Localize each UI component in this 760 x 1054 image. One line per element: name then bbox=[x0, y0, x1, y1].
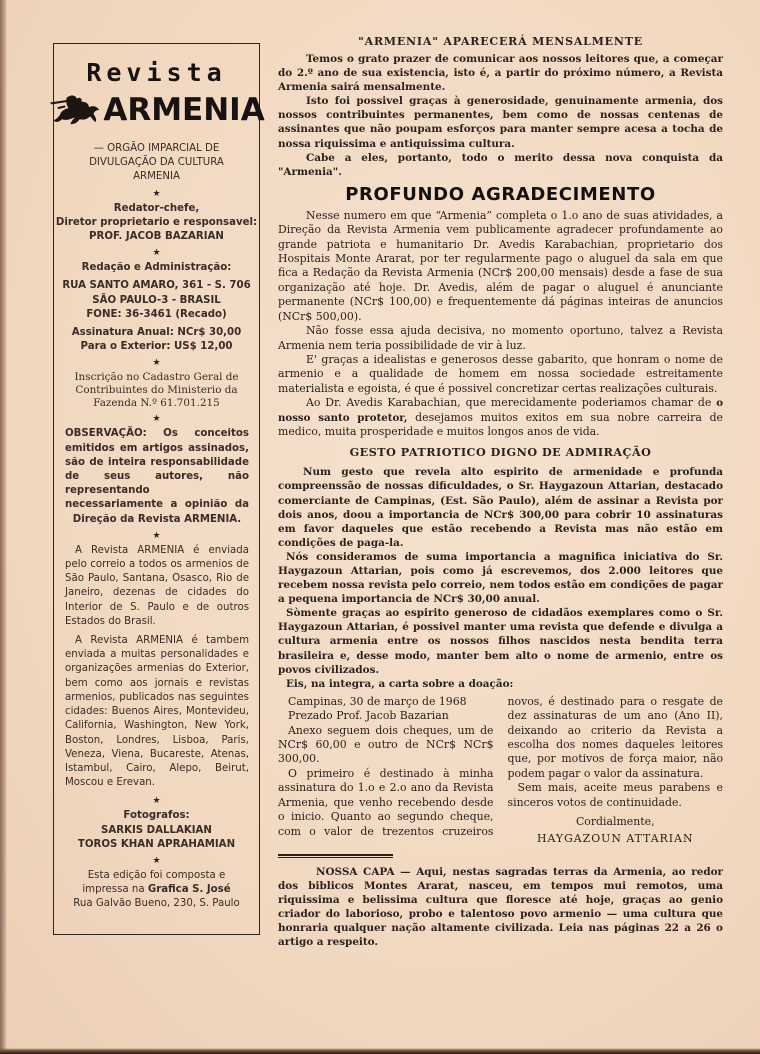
horseman-rider-icon bbox=[48, 94, 102, 126]
announcement-paragraph: Isto foi possivel graças à generosidade, genuinamente armenia, dos nossos contribuintes permanentes, bem como de nossas centenas de assinantes que não poupam esforços para manter sempre acesa a tocha de nossa riquissima e antiquissima cultura. bbox=[278, 95, 723, 150]
subscription-price: Assinatura Anual: NCr$ 30,00 bbox=[71, 327, 242, 339]
distribution-info bbox=[54, 544, 259, 790]
star-icon: ★ bbox=[152, 248, 161, 259]
subscription-price-abroad: Para o Exterior: US$ 12,00 bbox=[80, 341, 233, 353]
thanks-paragraph: Não fosse essa ajuda decisiva, no momento oportuno, talvez a Revista Armenia nem teria possibilidade de vir à luz. bbox=[278, 324, 723, 352]
divider-rule bbox=[278, 854, 393, 858]
printer-text: Esta edição foi composta e impressa na bbox=[82, 869, 226, 896]
printer-info bbox=[54, 869, 259, 912]
editor-info bbox=[54, 202, 259, 245]
letter-signature: HAYGAZOUN ATTARIAN bbox=[536, 831, 694, 845]
announcement-paragraph: Cabe a eles, portanto, todo o merito dessa nova conquista da "Armenia". bbox=[278, 151, 723, 178]
letter-signoff bbox=[508, 815, 724, 846]
letter-salutation: Prezado Prof. Jacob Bazarian bbox=[288, 709, 449, 723]
star-icon: ★ bbox=[152, 796, 161, 807]
announcement-paragraph: Temos o grato prazer de comunicar aos nossos leitores que, a começar do 2.º ano de sua existencia, isto é, a partir do próximo número, a Revista Armenia sairá mensalmente. bbox=[278, 53, 723, 94]
star-icon: ★ bbox=[152, 855, 161, 866]
admin-info bbox=[54, 261, 259, 354]
observation-text: OBSERVAÇÃO: Os conceitos emitidos em artigos assinados, são de inteira responsabilidade de seus autores, não representando necessariamente a opinião da Direção da Revista ARMENIA. bbox=[65, 428, 249, 525]
editor-role: Redator-chefe, bbox=[113, 202, 200, 214]
page-binding-edge bbox=[0, 0, 7, 1054]
article-column bbox=[278, 34, 723, 949]
star-icon: ★ bbox=[152, 188, 161, 199]
heading-thanks: PROFUNDO AGRADECIMENTO bbox=[345, 183, 656, 205]
photographer-name: SARKIS DALLAKIAN bbox=[101, 824, 212, 836]
address-line: SÃO PAULO-3 - BRASIL bbox=[92, 294, 221, 306]
heading-monthly: "ARMENIA" APARECERÁ MENSALMENTE bbox=[358, 35, 643, 48]
cover-note-text: NOSSA CAPA — Aqui, nestas sagradas terras da Armenia, ao redor dos biblicos Montes Ararat, nasceu, em tempos mui remotos, uma riquissima e belissima cultura que floresce até hoje, graças ao genio criador do laborioso, probo e talentoso povo armenio — uma cultura que honraria qualquer nação altamente civilizada. Leia nas páginas 22 a 26 o artigo a respeito. bbox=[278, 865, 723, 949]
tagline-line: DIVULGAÇÃO DA CULTURA bbox=[89, 157, 224, 169]
thanks-emphasis: o nosso santo protetor, bbox=[278, 397, 723, 424]
letter-body: Anexo seguem dois cheques, um de NCr$ 60,00 e outro de NCr$ NCr$ 300,00. bbox=[278, 723, 494, 766]
magazine-title-top: Revista bbox=[86, 58, 227, 87]
letter-body: O primeiro é destinado à minha assinatura do 1.o e 2.o ano da Revista Armenia, que venho recebendo desde o inicio. Quanto ao segundo cheque, com o valor de trezentos cruzeiros novos, é destinado para o resgate de dez assinaturas de um ano (Ano II), deixando ao criterio da Revista a escolha dos nomes daqueles leitores que, por motivos de força maior, não podem pagar o valor da assinatura. bbox=[278, 694, 723, 838]
registry-line: Contribuintes do Ministerio da bbox=[75, 384, 238, 397]
tagline-line: ARMENIA bbox=[133, 171, 180, 183]
thanks-paragraph: Nesse numero em que “Armenia” completa o 1.o ano de suas atividades, a Direção da Revista Armenia vem publicamente agradecer profundamente ao grande patriota e humanitario Dr. Avedis Karabachian, proprietario dos Hospitais Monte Ararat, por ter regularmente pago o aluguel da sala em que fica a Redação da Revista Armenia (NCr$ 200,00 mensais) desde a fase de sua organização até hoje. Dr. Avedis, além de pagar o aluguel é anunciante permanente (NCr$ 100,00) e frequentemente dá páginas inteiras de anuncios (NCr$ 500,00). bbox=[278, 208, 723, 323]
star-icon: ★ bbox=[152, 414, 161, 425]
registry-line: Fazenda N.º 61.701.215 bbox=[93, 397, 220, 410]
gesture-paragraph: Sòmente graças ao espirito generoso de cidadãos exemplares como o Sr. Haygazoun Attarian, é possivel manter uma revista que defende e divulga a cultura armenia entre os nossos filhos nascidos nesta bendita terra brasileira e, desse modo, manter bem alto o nome de armenio, entre os povos civilizados. bbox=[278, 607, 723, 676]
letter-closing: Cordialmente, bbox=[575, 815, 655, 829]
printer-address: Rua Galvão Bueno, 230, S. Paulo bbox=[73, 898, 240, 910]
distribution-paragraph: A Revista ARMENIA é enviada pelo correio a todos os armenios de São Paulo, Santana, Osasco, Rio de Janeiro, dezenas de cidades do Interior de S. Paulo e de outros Estados do Brasil. bbox=[65, 544, 249, 627]
thanks-section bbox=[278, 209, 723, 440]
donation-letter bbox=[278, 695, 723, 846]
monthly-announcement bbox=[278, 52, 723, 179]
tagline-line: — ORGÃO IMPARCIAL DE bbox=[93, 143, 220, 154]
masthead-box bbox=[53, 43, 265, 935]
thanks-paragraph bbox=[278, 396, 723, 439]
star-icon: ★ bbox=[152, 530, 161, 541]
gesture-section bbox=[278, 465, 723, 691]
photographers bbox=[54, 809, 259, 852]
thanks-text: desejamos muitos exitos em sua nobre carreira de medico, muita prosperidade e muitos longos anos de vida. bbox=[278, 410, 723, 438]
letter-body: Sem mais, aceite meus parabens e sinceros votos de continuidade. bbox=[507, 781, 723, 809]
magazine-title-main: ARMENIA bbox=[103, 92, 265, 128]
registry-line: Inscrição no Cadastro Geral de bbox=[74, 371, 239, 384]
gesture-paragraph: Eis, na integra, a carta sobre a doação: bbox=[286, 677, 514, 690]
gesture-paragraph: Num gesto que revela alto espirito de armenidade e profunda compreenssão de nossas dificuldades, o Sr. Haygazoun Attarian, destacado comerciante de Campinas, (Est. São Paulo), além de assinar a Revista por dois anos, doou a importancia de NCr$ 300,00 para cobrir 10 assinaturas em favor daqueles que estão recebendo a Revista mas não estão em condições de paga-la. bbox=[278, 466, 723, 549]
phone-number: FONE: 36-3461 (Recado) bbox=[86, 308, 227, 320]
letter-date: Campinas, 30 de março de 1968 bbox=[288, 694, 467, 708]
page-bottom-edge bbox=[0, 1048, 760, 1054]
printer-company: Grafica S. José bbox=[147, 884, 231, 896]
distribution-paragraph: A Revista ARMENIA é tambem enviada a muitas personalidades e organizações armenias do Exterior, bem como aos jornais e revistas armenios, publicados nas seguintes cidades: Buenos Aires, Montevideu, California, Washington, New York, Boston, Londres, Lisboa, Paris, Veneza, Viena, Bucareste, Atenas, Istambul, Cairo, Alepo, Beirut, Moscou e Erevan. bbox=[65, 635, 249, 789]
gesture-paragraph: Nós consideramos de suma importancia a magnifica iniciativa do Sr. Haygazoun Attarian, pois como já escrevemos, dos 2.000 leitores que recebem nossa revista pelo correio, nem todos estão em condições de pagar a pequena importancia de NCr$ 30,00 anual. bbox=[278, 550, 723, 606]
editor-name: PROF. JACOB BAZARIAN bbox=[89, 231, 224, 243]
observation-note bbox=[54, 427, 259, 526]
heading-gesture: GESTO PATRIOTICO DIGNO DE ADMIRAÇÃO bbox=[349, 445, 652, 460]
thanks-paragraph: E' graças a idealistas e generosos desse gabarito, que honram o nome de armenio e a qualidade de homem em nossa sociedade estreitamente materialista e egoista, é que é possivel concretizar certas realizações culturais. bbox=[278, 352, 723, 395]
magazine-logo bbox=[54, 90, 265, 130]
photographers-label: Fotografos: bbox=[123, 810, 190, 822]
star-icon: ★ bbox=[152, 358, 161, 369]
tax-registry bbox=[54, 371, 259, 410]
admin-label: Redação e Administração: bbox=[81, 262, 232, 274]
tagline bbox=[54, 142, 259, 185]
address-line: RUA SANTO AMARO, 361 - S. 706 bbox=[62, 280, 251, 292]
cover-note bbox=[278, 865, 723, 950]
editor-role: Diretor proprietario e responsavel: bbox=[55, 216, 258, 228]
thanks-text: Ao Dr. Avedis Karabachian, que merecidamente poderiamos chamar de bbox=[306, 396, 717, 410]
photographer-name: TOROS KHAN APRAHAMIAN bbox=[77, 838, 236, 850]
